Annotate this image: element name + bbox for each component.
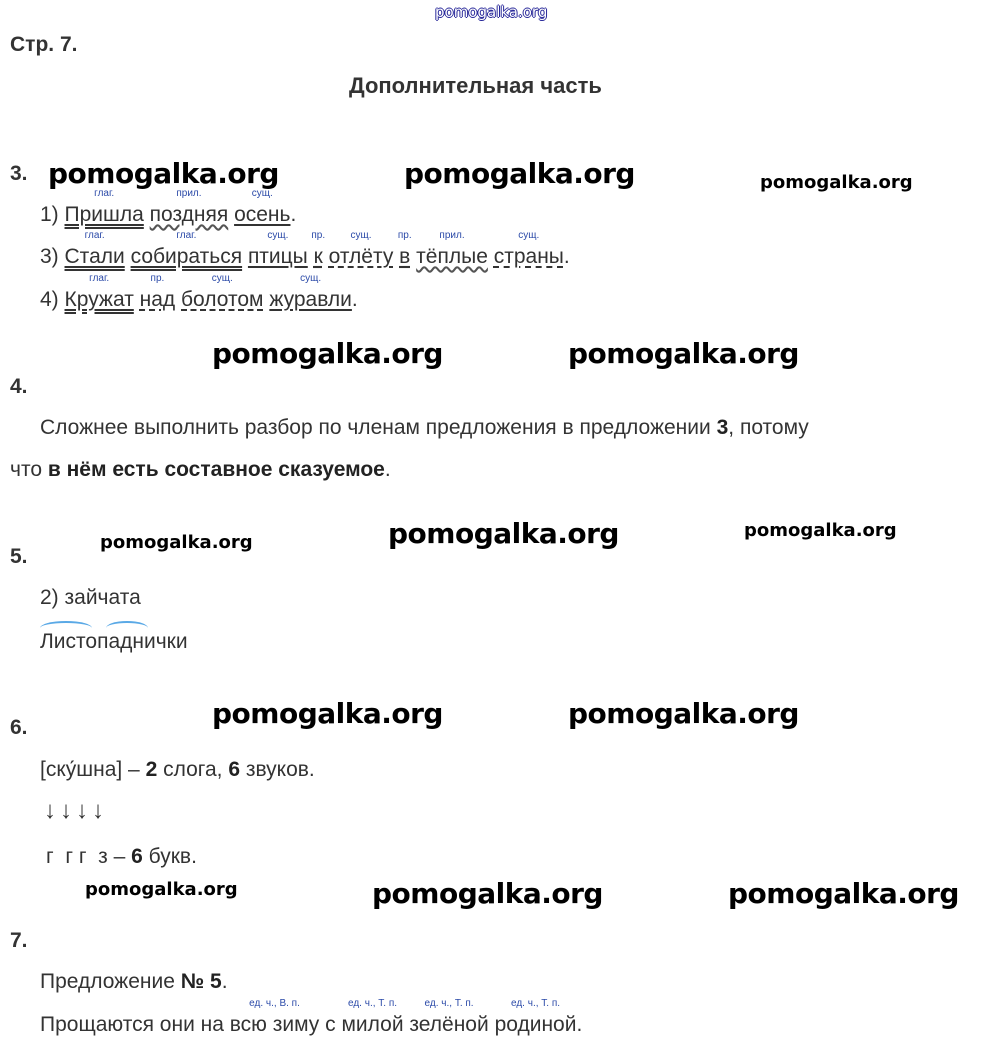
bold-text: № 5 [180, 970, 222, 993]
text: что [10, 458, 43, 481]
item-prefix: 1) [40, 203, 65, 226]
watermark: pomogalka.org [760, 172, 913, 193]
text: , потому [728, 416, 809, 439]
word [409, 998, 489, 1037]
word-text: страны [493, 245, 564, 268]
word [181, 273, 264, 312]
task-3-line-3 [40, 273, 358, 312]
task-4-line-1 [40, 416, 809, 440]
pos-label: глаг. [89, 273, 110, 284]
pos-label: пр. [397, 230, 412, 241]
task-7-number: 7. [10, 929, 28, 952]
word-text: осень [234, 203, 291, 226]
item-prefix: 3) [40, 245, 65, 268]
watermark: pomogalka.org [744, 520, 897, 541]
word [64, 230, 125, 269]
case-label: ед. ч., Т. п. [348, 998, 398, 1009]
end-punct: . [563, 245, 570, 268]
pos-label: глаг. [176, 230, 197, 241]
task-7-sentence [40, 998, 583, 1037]
task-6-line-3 [46, 845, 197, 869]
case-label: ед. ч., В. п. [249, 998, 300, 1009]
word-text: птицы [247, 245, 308, 268]
task-4-line-2 [10, 458, 391, 482]
word-text: Кружат [64, 288, 134, 311]
end-punct: . [351, 288, 358, 311]
watermark: pomogalka.org [48, 157, 279, 190]
pos-label: сущ. [518, 230, 540, 241]
task-7-line-1 [40, 970, 228, 994]
word-text: журавли [269, 288, 352, 311]
case-label: ед. ч., Т. п. [511, 998, 561, 1009]
watermark: pomogalka.org [85, 879, 238, 900]
text: Сложнее выполнить разбор по членам предложения в предложении [40, 416, 711, 439]
word-text: поздняя [149, 203, 229, 226]
word-text: всю зиму [229, 1013, 320, 1036]
watermark: pomogalka.org [404, 157, 635, 190]
pos-label: сущ. [267, 230, 289, 241]
task-3-number: 3. [10, 162, 28, 185]
bold-text: 2 [145, 758, 158, 781]
watermark: pomogalka.org [212, 697, 443, 730]
pos-label: сущ. [300, 273, 322, 284]
text: с [325, 1013, 336, 1036]
word-text: милой [341, 1013, 404, 1036]
word [494, 998, 577, 1037]
watermark: pomogalka.org [568, 337, 799, 370]
word [397, 230, 412, 269]
text: Предложение [40, 970, 181, 993]
task-5-line-1: 2) зайчата [40, 586, 141, 609]
watermark: pomogalka.org [212, 337, 443, 370]
word [328, 230, 394, 269]
bold-text: в нём есть составное сказуемое [47, 458, 385, 481]
pos-label: прил. [176, 188, 202, 199]
pos-label: пр. [311, 230, 326, 241]
text: . [221, 970, 228, 993]
task-5-number: 5. [10, 545, 28, 568]
text: Прощаются они на [40, 1013, 224, 1036]
bold-text: 6 [131, 845, 143, 868]
watermark: pomogalka.org [388, 517, 619, 550]
word-text: тёплые [416, 245, 488, 268]
word [269, 273, 352, 312]
word-text: Пришла [64, 203, 144, 226]
word [64, 273, 134, 312]
pos-label: сущ. [350, 230, 372, 241]
word [247, 230, 308, 269]
pos-label: глаг. [94, 188, 115, 199]
word-text: болотом [181, 288, 264, 311]
word-text: собираться [130, 245, 243, 268]
page-label: Стр. 7. [10, 33, 78, 56]
word [416, 230, 488, 269]
watermark: pomogalka.org [568, 697, 799, 730]
end-punct: . [576, 1013, 583, 1036]
word [341, 998, 404, 1037]
text: г г г з – [46, 845, 132, 868]
word-text: к [313, 245, 323, 268]
pos-label: прил. [439, 230, 465, 241]
text: звуков. [240, 758, 315, 781]
item-prefix: 4) [40, 288, 65, 311]
word [139, 273, 176, 312]
sound-arrows: ↓↓↓↓ [44, 797, 108, 824]
word [234, 188, 291, 227]
task-3-line-1 [40, 188, 297, 227]
task-3-line-2 [40, 230, 570, 269]
word-text: отлёту [328, 245, 394, 268]
pos-label: пр. [150, 273, 165, 284]
pos-label: глаг. [84, 230, 105, 241]
pos-label: сущ. [251, 188, 273, 199]
word [130, 230, 243, 269]
text: слога, [157, 758, 229, 781]
word-text: в [399, 245, 411, 268]
text: . [384, 458, 391, 481]
bold-text: 3 [716, 416, 729, 439]
task-6-number: 6. [10, 716, 28, 739]
text: букв. [142, 845, 197, 868]
task-6-line-1 [40, 758, 315, 782]
word-text: родиной [494, 1013, 577, 1036]
word [149, 188, 229, 227]
word-text: Стали [64, 245, 125, 268]
task-4-number: 4. [10, 375, 28, 398]
word [311, 230, 326, 269]
end-punct: . [290, 203, 297, 226]
word [64, 188, 144, 227]
watermark-top: pomogalka.org [435, 3, 548, 21]
watermark: pomogalka.org [728, 877, 959, 910]
bold-text: 6 [228, 758, 241, 781]
watermark: pomogalka.org [100, 532, 253, 553]
word-text: зелёной [409, 1013, 489, 1036]
word-text: над [139, 288, 176, 311]
page-heading: Дополнительная часть [349, 73, 602, 98]
text: [ску́шна] – [40, 758, 146, 781]
case-label: ед. ч., Т. п. [424, 998, 474, 1009]
watermark: pomogalka.org [372, 877, 603, 910]
word [229, 998, 320, 1037]
pos-label: сущ. [211, 273, 233, 284]
task-5-line-2: Листопаднички [40, 630, 188, 653]
word [493, 230, 564, 269]
